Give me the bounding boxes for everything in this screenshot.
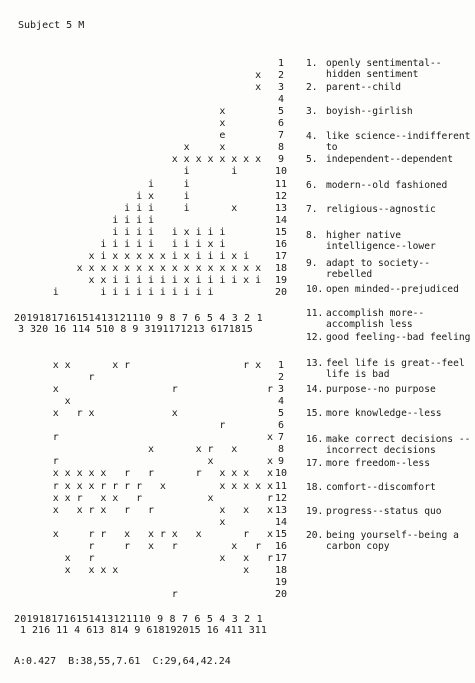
legend-text: accomplish more--accomplish less bbox=[326, 308, 425, 331]
legend-text: comfort--discomfort bbox=[326, 482, 436, 493]
legend-number: 19. bbox=[306, 506, 324, 517]
upper-row-number: 8 bbox=[277, 142, 285, 154]
lower-grid-mark: x bbox=[52, 468, 59, 480]
lower-grid-mark: r bbox=[88, 552, 95, 564]
lower-grid-mark: x bbox=[64, 564, 71, 576]
lower-grid-mark: x bbox=[112, 492, 119, 504]
lower-grid-mark: x bbox=[112, 564, 119, 576]
lower-grid-mark: r bbox=[171, 384, 178, 396]
lower-grid-mark: x bbox=[64, 480, 71, 492]
lower-grid-mark: x bbox=[207, 456, 214, 468]
lower-grid-mark: x bbox=[255, 480, 262, 492]
legend-number: 2. bbox=[306, 82, 318, 93]
upper-grid-mark: i bbox=[195, 274, 202, 286]
lower-grid-mark: r bbox=[100, 480, 107, 492]
upper-grid-mark: x bbox=[195, 262, 202, 274]
upper-grid-mark: i bbox=[124, 238, 131, 250]
upper-grid-mark: x bbox=[231, 262, 238, 274]
lower-grid-mark: r bbox=[112, 480, 119, 492]
upper-grid-mark: i bbox=[112, 226, 119, 238]
upper-grid-mark: x bbox=[159, 262, 166, 274]
upper-grid-mark: i bbox=[171, 286, 178, 298]
upper-grid-mark: x bbox=[88, 274, 95, 286]
upper-grid-mark: x bbox=[207, 154, 214, 166]
lower-grid-mark: x bbox=[266, 456, 274, 468]
footer-stats: A:0.427 B:38,55,7.61 C:29,64,42.24 bbox=[14, 656, 231, 667]
lower-row-number: 18 bbox=[275, 564, 288, 576]
lower-row-number: 17 bbox=[275, 552, 288, 564]
lower-grid-mark: r bbox=[124, 360, 131, 371]
upper-grid-mark: x bbox=[100, 274, 107, 286]
legend-number: 7. bbox=[306, 204, 318, 215]
upper-grid-mark: x bbox=[219, 154, 226, 166]
legend-number: 12. bbox=[306, 332, 324, 343]
lower-grid-mark: r bbox=[266, 492, 274, 504]
upper-grid-mark: x bbox=[124, 250, 131, 262]
upper-grid-mark: i bbox=[159, 274, 166, 286]
upper-grid-mark: i bbox=[124, 286, 131, 298]
lower-grid-mark: x bbox=[88, 480, 95, 492]
lower-grid-mark: x bbox=[100, 504, 107, 516]
upper-grid-mark: i bbox=[159, 286, 166, 298]
lower-grid-mark: x bbox=[124, 528, 131, 540]
upper-grid-mark: i bbox=[136, 226, 143, 238]
lower-grid-mark: x bbox=[100, 468, 107, 480]
upper-grid-mark: i bbox=[195, 286, 202, 298]
lower-row-number: 1 bbox=[277, 360, 285, 371]
upper-row-number: 16 bbox=[275, 238, 288, 250]
lower-grid-mark: r bbox=[195, 468, 202, 480]
legend-text: more knowledge--less bbox=[326, 408, 442, 419]
upper-row-number: 12 bbox=[275, 190, 288, 202]
upper-grid-mark: x bbox=[219, 262, 226, 274]
upper-row-number: 20 bbox=[275, 286, 288, 298]
lower-row-number: 11 bbox=[275, 480, 288, 492]
lower-grid-mark: r bbox=[171, 588, 178, 600]
lower-grid-mark: x bbox=[100, 564, 107, 576]
legend-number: 13. bbox=[306, 358, 324, 369]
lower-row-number: 5 bbox=[277, 408, 285, 420]
lower-grid-mark: x bbox=[195, 528, 202, 540]
legend-text: independent--dependent bbox=[326, 154, 454, 165]
upper-grid-mark: i bbox=[207, 226, 214, 238]
upper-row-number: 2 bbox=[277, 70, 285, 82]
upper-grid-mark: i bbox=[231, 274, 238, 286]
upper-row-number: 13 bbox=[275, 202, 288, 214]
lower-grid-mark: x bbox=[76, 504, 83, 516]
upper-grid-mark: x bbox=[219, 106, 226, 118]
upper-grid-mark: i bbox=[147, 238, 155, 250]
upper-grid-mark: i bbox=[171, 238, 178, 250]
lower-grid-mark: x bbox=[159, 480, 166, 492]
lower-row-number: 7 bbox=[277, 432, 285, 444]
upper-grid-mark: i bbox=[136, 238, 143, 250]
lower-grid-mark: x bbox=[255, 360, 262, 371]
upper-grid-mark: x bbox=[147, 262, 155, 274]
lower-grid-mark: x bbox=[64, 492, 71, 504]
upper-grid-mark: i bbox=[147, 274, 155, 286]
upper-grid-mark: x bbox=[88, 250, 95, 262]
upper-grid-mark: i bbox=[147, 286, 155, 298]
upper-grid-mark: i bbox=[183, 190, 190, 202]
upper-grid-mark: i bbox=[147, 202, 155, 214]
legend-text: openly sentimental--hidden sentiment bbox=[326, 58, 442, 81]
upper-grid-mark: i bbox=[136, 190, 143, 202]
lower-grid-mark: r bbox=[136, 492, 143, 504]
legend-number: 11. bbox=[306, 308, 324, 319]
upper-grid-mark: i bbox=[147, 226, 155, 238]
upper-grid-mark: x bbox=[183, 250, 190, 262]
lower-grid-mark: x bbox=[219, 516, 226, 528]
legend-number: 5. bbox=[306, 154, 318, 165]
upper-grid-mark: i bbox=[243, 250, 250, 262]
upper-grid-mark: i bbox=[124, 214, 131, 226]
lower-bottom-numbers: 2019181716151413121110 9 8 7 6 5 4 3 2 1 bbox=[14, 614, 263, 625]
upper-row-number: 5 bbox=[277, 106, 285, 118]
lower-grid-mark: x bbox=[88, 564, 95, 576]
legend-text: like science--indifferent to bbox=[326, 131, 471, 154]
upper-grid-mark: x bbox=[183, 142, 190, 154]
upper-row-number: 19 bbox=[275, 274, 288, 286]
lower-grid-mark: x bbox=[266, 432, 274, 444]
lower-grid-mark: x bbox=[76, 480, 83, 492]
lower-row-number: 6 bbox=[277, 420, 285, 432]
upper-row-number: 11 bbox=[275, 178, 288, 190]
legend-text: modern--old fashioned bbox=[326, 180, 448, 191]
lower-grid-mark: x bbox=[231, 444, 238, 456]
lower-grid-mark: x bbox=[266, 504, 274, 516]
legend-number: 20. bbox=[306, 530, 324, 541]
legend-text: progress--status quo bbox=[326, 506, 442, 517]
upper-grid-mark: i bbox=[219, 274, 226, 286]
lower-grid-mark: r bbox=[147, 504, 155, 516]
upper-grid-mark: x bbox=[243, 274, 250, 286]
upper-grid-mark: x bbox=[195, 154, 202, 166]
upper-row-number: 18 bbox=[275, 262, 288, 274]
upper-grid-mark: i bbox=[136, 274, 143, 286]
upper-grid-mark: i bbox=[195, 238, 202, 250]
upper-grid-mark: i bbox=[112, 274, 119, 286]
lower-grid-mark: r bbox=[124, 540, 131, 552]
lower-row-number: 19 bbox=[275, 576, 288, 588]
upper-row-number: 1 bbox=[277, 58, 285, 69]
lower-grid-mark: x bbox=[219, 480, 226, 492]
upper-grid-mark: e bbox=[219, 130, 226, 142]
upper-grid-mark: x bbox=[231, 202, 238, 214]
upper-grid-mark: x bbox=[171, 262, 178, 274]
upper-grid-mark: i bbox=[171, 226, 178, 238]
lower-row-number: 3 bbox=[277, 384, 285, 396]
upper-grid-mark: x bbox=[147, 190, 155, 202]
lower-grid-mark: x bbox=[266, 480, 274, 492]
lower-row-number: 16 bbox=[275, 540, 288, 552]
lower-grid-mark: r bbox=[219, 420, 226, 432]
lower-grid-mark: r bbox=[76, 408, 83, 420]
lower-row-number: 12 bbox=[275, 492, 288, 504]
lower-grid-mark: r bbox=[243, 360, 250, 371]
upper-grid-mark: x bbox=[219, 142, 226, 154]
upper-grid-mark: i bbox=[100, 250, 107, 262]
upper-row-number: 3 bbox=[277, 82, 285, 94]
legend-text: open minded--prejudiced bbox=[326, 284, 459, 295]
upper-grid-mark: x bbox=[124, 262, 131, 274]
upper-grid-mark: i bbox=[183, 202, 190, 214]
lower-grid-mark: x bbox=[52, 504, 59, 516]
lower-grid-mark: r bbox=[207, 444, 214, 456]
upper-grid-mark: x bbox=[183, 154, 190, 166]
upper-grid-mark: i bbox=[124, 274, 131, 286]
upper-grid-mark: i bbox=[207, 274, 214, 286]
legend-number: 14. bbox=[306, 384, 324, 395]
upper-row-number: 6 bbox=[277, 118, 285, 130]
upper-grid-mark: x bbox=[112, 262, 119, 274]
upper-row-number: 10 bbox=[275, 166, 288, 178]
lower-row-number: 14 bbox=[275, 516, 288, 528]
upper-row-number: 7 bbox=[277, 130, 285, 142]
lower-grid-mark: r bbox=[171, 540, 178, 552]
lower-grid-mark: r bbox=[266, 552, 274, 564]
upper-grid-mark: i bbox=[255, 274, 262, 286]
lower-grid-mark: x bbox=[243, 564, 250, 576]
lower-grid-mark: x bbox=[147, 540, 155, 552]
lower-row-number: 9 bbox=[277, 456, 285, 468]
lower-grid-mark: r bbox=[52, 456, 59, 468]
lower-grid-mark: x bbox=[64, 396, 71, 408]
lower-grid-mark: x bbox=[100, 492, 107, 504]
lower-grid-mark: x bbox=[231, 540, 238, 552]
lower-grid-mark: x bbox=[243, 504, 250, 516]
lower-grid-mark: x bbox=[52, 408, 59, 420]
lower-row-number: 13 bbox=[275, 504, 288, 516]
lower-grid-mark: x bbox=[266, 468, 274, 480]
legend-text: feel life is great--feel life is bad bbox=[326, 358, 465, 381]
upper-grid-mark: i bbox=[231, 166, 238, 178]
legend-text: purpose--no purpose bbox=[326, 384, 436, 395]
lower-grid-mark: r bbox=[255, 540, 262, 552]
legend-text: being yourself--being a carbon copy bbox=[326, 530, 459, 553]
lower-grid-mark: r bbox=[159, 528, 166, 540]
lower-grid-mark: x bbox=[231, 468, 238, 480]
legend-number: 1. bbox=[306, 58, 318, 69]
upper-grid-mark: i bbox=[219, 250, 226, 262]
upper-grid-mark: x bbox=[171, 154, 178, 166]
legend-number: 4. bbox=[306, 131, 318, 142]
lower-grid-mark: x bbox=[266, 528, 274, 540]
upper-grid-mark: x bbox=[231, 250, 238, 262]
legend-number: 18. bbox=[306, 482, 324, 493]
upper-grid-mark: x bbox=[112, 250, 119, 262]
lower-grid-mark: x bbox=[52, 360, 59, 371]
upper-grid-mark: x bbox=[76, 262, 83, 274]
upper-grid-mark: x bbox=[231, 154, 238, 166]
lower-grid-mark: x bbox=[112, 360, 119, 371]
upper-grid-mark: x bbox=[255, 262, 262, 274]
upper-grid-mark: x bbox=[183, 274, 190, 286]
upper-bottom-numbers: 2019181716151413121110 9 8 7 6 5 4 3 2 1 bbox=[14, 313, 263, 324]
lower-bottom-codes: 1 216 11 4 613 814 9 618192015 16 411 311 bbox=[20, 625, 267, 636]
upper-grid-mark: i bbox=[124, 226, 131, 238]
upper-grid-mark: x bbox=[255, 82, 262, 94]
upper-grid-mark: i bbox=[100, 238, 107, 250]
upper-grid-mark: x bbox=[255, 70, 262, 82]
lower-row-number: 15 bbox=[275, 528, 288, 540]
lower-grid-mark: x bbox=[64, 360, 71, 371]
lower-grid-mark: r bbox=[88, 528, 95, 540]
lower-grid-mark: r bbox=[124, 468, 131, 480]
legend-text: parent--child bbox=[326, 82, 402, 93]
legend-text: adapt to society--rebelled bbox=[326, 258, 430, 281]
lower-grid-mark: r bbox=[100, 528, 107, 540]
lower-grid-mark: r bbox=[88, 372, 95, 384]
upper-row-number: 15 bbox=[275, 226, 288, 238]
upper-grid-mark: i bbox=[147, 178, 155, 190]
legend-number: 17. bbox=[306, 458, 324, 469]
lower-row-number: 4 bbox=[277, 396, 285, 408]
upper-grid-mark: i bbox=[52, 286, 59, 298]
lower-grid-mark: r bbox=[52, 432, 59, 444]
upper-grid-mark: i bbox=[183, 178, 190, 190]
legend-number: 6. bbox=[306, 180, 318, 191]
upper-grid-mark: x bbox=[147, 250, 155, 262]
lower-grid-mark: r bbox=[76, 492, 83, 504]
upper-grid-mark: i bbox=[147, 214, 155, 226]
lower-grid-mark: x bbox=[147, 528, 155, 540]
upper-grid-mark: i bbox=[219, 238, 226, 250]
lower-grid-mark: r bbox=[88, 540, 95, 552]
lower-grid-mark: x bbox=[219, 468, 226, 480]
upper-grid-mark: x bbox=[207, 262, 214, 274]
lower-grid-mark: r bbox=[124, 480, 131, 492]
lower-grid-mark: x bbox=[171, 408, 178, 420]
lower-row-number: 8 bbox=[277, 444, 285, 456]
lower-grid-mark: x bbox=[243, 468, 250, 480]
upper-grid-mark: i bbox=[183, 238, 190, 250]
legend-text: higher native intelligence--lower bbox=[326, 230, 436, 253]
lower-grid-mark: x bbox=[88, 408, 95, 420]
lower-grid-mark: r bbox=[266, 384, 274, 396]
upper-grid-mark: x bbox=[219, 118, 226, 130]
legend-number: 8. bbox=[306, 230, 318, 241]
lower-row-number: 10 bbox=[275, 468, 288, 480]
upper-grid-mark: i bbox=[171, 250, 178, 262]
legend-number: 3. bbox=[306, 106, 318, 117]
upper-row-number: 14 bbox=[275, 214, 288, 226]
upper-bottom-codes: 3 320 16 114 510 8 9 3191171213 6171815 bbox=[18, 324, 253, 335]
upper-grid-mark: i bbox=[112, 238, 119, 250]
upper-grid-mark: i bbox=[136, 202, 143, 214]
upper-grid-mark: x bbox=[136, 262, 143, 274]
upper-grid-mark: x bbox=[183, 226, 190, 238]
upper-grid-mark: x bbox=[88, 262, 95, 274]
upper-grid-mark: i bbox=[100, 286, 107, 298]
upper-grid-mark: i bbox=[195, 250, 202, 262]
lower-grid-mark: x bbox=[207, 492, 214, 504]
lower-grid-mark: r bbox=[136, 480, 143, 492]
lower-grid-mark: r bbox=[52, 480, 59, 492]
lower-row-number: 2 bbox=[277, 372, 285, 384]
legend-number: 15. bbox=[306, 408, 324, 419]
legend-number: 9. bbox=[306, 258, 318, 269]
upper-grid-mark: x bbox=[207, 238, 214, 250]
lower-grid-mark: r bbox=[147, 468, 155, 480]
upper-row-number: 4 bbox=[277, 94, 285, 106]
lower-grid-mark: x bbox=[243, 552, 250, 564]
upper-grid-mark: x bbox=[255, 154, 262, 166]
upper-grid-mark: i bbox=[112, 286, 119, 298]
legend-number: 16. bbox=[306, 434, 324, 445]
upper-grid-mark: i bbox=[207, 250, 214, 262]
lower-grid-mark: x bbox=[64, 552, 71, 564]
upper-grid-mark: x bbox=[243, 154, 250, 166]
upper-grid-mark: x bbox=[243, 262, 250, 274]
lower-grid-mark: x bbox=[52, 528, 59, 540]
lower-grid-mark: x bbox=[64, 468, 71, 480]
upper-row-number: 17 bbox=[275, 250, 288, 262]
upper-grid-mark: i bbox=[195, 226, 202, 238]
lower-grid-mark: x bbox=[171, 528, 178, 540]
legend-text: good feeling--bad feeling bbox=[326, 332, 471, 343]
lower-grid-mark: x bbox=[195, 444, 202, 456]
lower-grid-mark: x bbox=[52, 492, 59, 504]
upper-grid-mark: i bbox=[183, 286, 190, 298]
upper-grid-mark: i bbox=[183, 166, 190, 178]
upper-grid-mark: x bbox=[183, 262, 190, 274]
subject-title: Subject 5 M bbox=[18, 20, 85, 31]
lower-grid-mark: x bbox=[88, 468, 95, 480]
upper-row-number: 9 bbox=[277, 154, 285, 166]
lower-grid-mark: x bbox=[147, 444, 155, 456]
legend-text: make correct decisions --incorrect decisions bbox=[326, 434, 471, 457]
lower-grid-mark: r bbox=[88, 504, 95, 516]
lower-grid-mark: r bbox=[243, 528, 250, 540]
lower-grid-mark: x bbox=[219, 552, 226, 564]
upper-grid-mark: i bbox=[207, 286, 214, 298]
upper-grid-mark: i bbox=[171, 274, 178, 286]
lower-grid-mark: x bbox=[76, 468, 83, 480]
upper-grid-mark: x bbox=[100, 262, 107, 274]
lower-row-number: 20 bbox=[275, 588, 288, 600]
upper-grid-mark: x bbox=[159, 250, 166, 262]
lower-grid-mark: x bbox=[219, 504, 226, 516]
legend-text: more freedom--less bbox=[326, 458, 430, 469]
upper-grid-mark: i bbox=[136, 286, 143, 298]
lower-grid-mark: x bbox=[231, 480, 238, 492]
legend-text: boyish--girlish bbox=[326, 106, 413, 117]
legend-number: 10. bbox=[306, 284, 324, 295]
legend-text: religious--agnostic bbox=[326, 204, 436, 215]
upper-grid-mark: i bbox=[112, 214, 119, 226]
lower-grid-mark: x bbox=[243, 480, 250, 492]
upper-grid-mark: i bbox=[124, 202, 131, 214]
upper-grid-mark: i bbox=[219, 226, 226, 238]
lower-grid-mark: r bbox=[124, 504, 131, 516]
upper-grid-mark: i bbox=[136, 214, 143, 226]
lower-grid-mark: x bbox=[52, 384, 59, 396]
upper-grid-mark: x bbox=[136, 250, 143, 262]
